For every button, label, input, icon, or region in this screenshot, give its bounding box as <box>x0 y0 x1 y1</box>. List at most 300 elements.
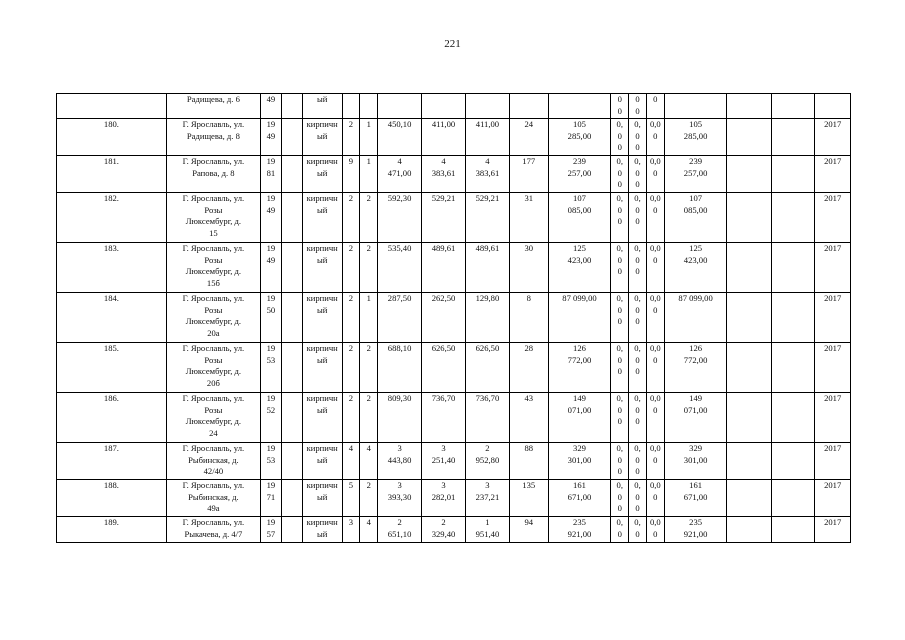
total-area-line: 3 <box>397 480 402 490</box>
wall-material-line: ый <box>317 94 328 104</box>
table-row <box>57 393 851 443</box>
address-line: 49а <box>207 503 220 514</box>
address <box>166 94 260 119</box>
address <box>166 293 260 343</box>
completion-year: 2017 <box>815 156 851 193</box>
repair-cost <box>548 193 611 243</box>
fund-share-1-line: 0, <box>616 156 623 166</box>
private-area-line: 411,00 <box>475 119 500 129</box>
repair-cost-line: 257,00 <box>567 167 592 178</box>
empty-cell <box>772 293 815 343</box>
floors: 4 <box>342 443 360 480</box>
total-area-line: 287,50 <box>387 293 412 303</box>
repair-cost-line: 671,00 <box>567 491 592 502</box>
address-line: Г. Ярославль, ул. <box>182 517 245 527</box>
total-area <box>378 243 422 293</box>
address-line: Рыбинская, д. <box>188 491 239 502</box>
fund-share-3 <box>646 193 664 243</box>
table-row <box>57 193 851 243</box>
fund-share-2 <box>629 243 647 293</box>
build-year <box>260 119 281 156</box>
residents: 177 <box>509 156 548 193</box>
fund-share-2-line: 0 <box>635 491 640 502</box>
fund-share-3 <box>646 119 664 156</box>
fund-share-2 <box>629 343 647 393</box>
fund-share-1 <box>611 193 629 243</box>
total-area-line: 471,00 <box>387 167 412 178</box>
fund-share-2 <box>629 94 647 119</box>
private-area <box>465 193 509 243</box>
floors: 2 <box>342 243 360 293</box>
floors: 3 <box>342 517 360 543</box>
fund-share-2-line: 0 <box>635 466 640 477</box>
fund-share-2-line: 0, <box>634 443 641 453</box>
total-area <box>378 517 422 543</box>
total-cost-line: 423,00 <box>683 254 708 265</box>
empty-cell <box>772 94 815 119</box>
fund-share-2-line: 0 <box>635 304 640 315</box>
address-line: Рыбинская, д. <box>188 454 239 465</box>
empty-cell <box>727 293 772 343</box>
build-year-line: 19 <box>266 243 276 253</box>
fund-share-3-line: 0 <box>653 254 658 265</box>
fund-share-2-line: 0, <box>634 517 641 527</box>
empty-cell <box>772 243 815 293</box>
total-cost-line: 107 <box>689 193 703 203</box>
address-line: Розы <box>204 304 223 315</box>
private-area-line: 4 <box>485 156 490 166</box>
living-area-line: 736,70 <box>431 393 456 403</box>
living-area <box>422 94 466 119</box>
fund-share-2 <box>629 393 647 443</box>
total-area-line: 2 <box>397 517 402 527</box>
fund-share-2 <box>629 517 647 543</box>
fund-share-1-line: 0, <box>616 443 623 453</box>
fund-share-1 <box>611 293 629 343</box>
fund-share-1-line: 0 <box>617 316 622 327</box>
table-row <box>57 343 851 393</box>
address-line: Розы <box>204 404 223 415</box>
living-area <box>422 119 466 156</box>
total-cost <box>664 443 727 480</box>
repair-cost-line: 126 <box>573 343 586 353</box>
address-line: 24 <box>209 427 218 438</box>
fund-share-2-line: 0 <box>635 266 640 277</box>
living-area-line: 3 <box>441 443 446 453</box>
build-year-line: 19 <box>266 480 276 490</box>
fund-share-2-line: 0, <box>634 119 641 129</box>
empty-cell <box>727 156 772 193</box>
wall-material-line: ый <box>317 254 328 265</box>
total-area <box>378 393 422 443</box>
repair-cost <box>548 517 611 543</box>
total-area-line: 393,30 <box>387 491 412 502</box>
build-year <box>260 243 281 293</box>
fund-share-1 <box>611 480 629 517</box>
wall-material <box>302 94 342 119</box>
repair-cost-line: 239 <box>573 156 586 166</box>
total-cost <box>664 94 727 119</box>
private-area <box>465 480 509 517</box>
fund-share-2-line: 0 <box>635 105 640 116</box>
empty-cell <box>727 517 772 543</box>
completion-year: 2017 <box>815 193 851 243</box>
wall-material-line: ый <box>317 528 328 539</box>
fund-share-2 <box>629 443 647 480</box>
address <box>166 156 260 193</box>
wall-material-line: кирпичн <box>306 393 338 403</box>
address-line: Г. Ярославль, ул. <box>182 243 245 253</box>
fund-share-3 <box>646 480 664 517</box>
address-line: Радищева, д. 6 <box>186 94 240 104</box>
build-year-line: 49 <box>266 130 276 141</box>
total-area <box>378 156 422 193</box>
living-area-line: 2 <box>441 517 446 527</box>
total-cost-line: 671,00 <box>683 491 708 502</box>
address-line: Розы <box>204 204 223 215</box>
residents: 88 <box>509 443 548 480</box>
private-area-line: 129,80 <box>475 293 500 303</box>
wall-material-line: ый <box>317 491 328 502</box>
wall-material <box>302 156 342 193</box>
build-year <box>260 293 281 343</box>
address-line: Г. Ярославль, ул. <box>182 156 245 166</box>
total-area <box>378 480 422 517</box>
private-area-line: 529,21 <box>475 193 500 203</box>
address <box>166 443 260 480</box>
address-line: Рапова, д. 8 <box>192 167 235 178</box>
build-year-line: 53 <box>266 454 276 465</box>
housing-register-table <box>56 93 851 543</box>
fund-share-1-line: 0 <box>617 416 622 427</box>
private-area-line: 1 <box>485 517 490 527</box>
fund-share-3-line: 0 <box>653 130 658 141</box>
wall-material-line: кирпичн <box>306 119 338 129</box>
fund-share-2-line: 0 <box>635 454 640 465</box>
entrances: 1 <box>360 119 378 156</box>
fund-share-2-line: 0, <box>634 193 641 203</box>
total-cost-line: 921,00 <box>683 528 708 539</box>
floors: 2 <box>342 193 360 243</box>
empty-cell <box>727 193 772 243</box>
fund-share-1-line: 0, <box>616 293 623 303</box>
fund-share-2-line: 0 <box>635 404 640 415</box>
fund-share-2-line: 0 <box>635 179 640 190</box>
floors: 2 <box>342 293 360 343</box>
fund-share-1-line: 0 <box>617 466 622 477</box>
private-area <box>465 243 509 293</box>
address <box>166 343 260 393</box>
total-cost-line: 235 <box>689 517 703 527</box>
table-row <box>57 243 851 293</box>
fund-share-1-line: 0 <box>617 179 622 190</box>
build-year <box>260 193 281 243</box>
build-year-line: 52 <box>266 404 276 415</box>
empty-cell <box>727 343 772 393</box>
address <box>166 480 260 517</box>
address-line: Г. Ярославль, ул. <box>182 193 245 203</box>
living-area <box>422 293 466 343</box>
total-area-line: 443,80 <box>387 454 412 465</box>
floors: 2 <box>342 393 360 443</box>
fund-share-3 <box>646 343 664 393</box>
wall-material-line: ый <box>317 130 328 141</box>
fund-share-3 <box>646 443 664 480</box>
total-area-line: 450,10 <box>387 119 412 129</box>
fund-share-2-line: 0 <box>635 94 640 104</box>
private-area <box>465 293 509 343</box>
total-area-line: 535,40 <box>387 243 412 253</box>
build-year-line: 19 <box>266 119 276 129</box>
fund-share-1-line: 0, <box>616 480 623 490</box>
empty-cell <box>772 480 815 517</box>
address <box>166 243 260 293</box>
fund-share-1 <box>611 393 629 443</box>
empty-cell <box>772 343 815 393</box>
address-line: Г. Ярославль, ул. <box>182 443 245 453</box>
repair-cost-line: 161 <box>573 480 586 490</box>
address-line: Рыкачева, д. 4/7 <box>184 528 243 539</box>
fund-share-3 <box>646 243 664 293</box>
residents: 28 <box>509 343 548 393</box>
repair-cost-line: 149 <box>573 393 586 403</box>
fund-share-3-line: 0 <box>653 204 658 215</box>
fund-share-1-line: 0, <box>616 193 623 203</box>
fund-share-2-line: 0 <box>635 254 640 265</box>
repair-cost-line: 105 <box>573 119 586 129</box>
repair-cost <box>548 94 611 119</box>
wall-material-line: кирпичн <box>306 293 338 303</box>
address-line: Люксембург, д. <box>185 266 242 277</box>
total-cost-line: 285,00 <box>683 130 708 141</box>
row-number: 188. <box>57 480 167 517</box>
entrances: 2 <box>360 193 378 243</box>
repair-cost-line: 301,00 <box>567 454 592 465</box>
repair-cost-line: 125 <box>573 243 586 253</box>
residents: 8 <box>509 293 548 343</box>
page-number: 221 <box>444 38 461 50</box>
private-area-line: 952,80 <box>475 454 500 465</box>
row-number: 183. <box>57 243 167 293</box>
living-area-line: 329,40 <box>431 528 456 539</box>
fund-share-3-line: 0 <box>653 354 658 365</box>
build-year <box>260 156 281 193</box>
row-number: 182. <box>57 193 167 243</box>
table-row <box>57 94 851 119</box>
total-cost-line: 301,00 <box>683 454 708 465</box>
living-area <box>422 156 466 193</box>
total-cost-line: 87 099,00 <box>678 293 713 303</box>
build-year-line: 19 <box>266 393 276 403</box>
build-year-line: 19 <box>266 193 276 203</box>
total-area-line: 809,30 <box>387 393 412 403</box>
fund-share-3 <box>646 94 664 119</box>
build-year <box>260 343 281 393</box>
empty-cell <box>772 393 815 443</box>
address-line: Г. Ярославль, ул. <box>182 393 245 403</box>
repair-cost-line: 235 <box>573 517 586 527</box>
fund-share-2-line: 0 <box>635 130 640 141</box>
completion-year: 2017 <box>815 443 851 480</box>
fund-share-1-line: 0 <box>617 404 622 415</box>
fund-share-1-line: 0 <box>617 254 622 265</box>
living-area-line: 626,50 <box>431 343 456 353</box>
table-row <box>57 480 851 517</box>
build-year <box>260 393 281 443</box>
repair-cost-line: 071,00 <box>567 404 592 415</box>
empty-cell <box>281 517 302 543</box>
fund-share-3-line: 0 <box>653 94 658 104</box>
repair-cost <box>548 393 611 443</box>
total-cost <box>664 293 727 343</box>
repair-cost-line: 085,00 <box>567 204 592 215</box>
build-year-line: 49 <box>266 254 276 265</box>
fund-share-1-line: 0 <box>617 130 622 141</box>
fund-share-2-line: 0 <box>635 354 640 365</box>
fund-share-2-line: 0 <box>635 503 640 514</box>
repair-cost-line: 107 <box>573 193 586 203</box>
total-cost-line: 125 <box>689 243 703 253</box>
repair-cost <box>548 156 611 193</box>
address-line: Розы <box>204 254 223 265</box>
residents: 94 <box>509 517 548 543</box>
fund-share-1-line: 0 <box>617 304 622 315</box>
address-line: Г. Ярославль, ул. <box>182 119 245 129</box>
fund-share-1-line: 0 <box>617 94 622 104</box>
fund-share-1-line: 0 <box>617 266 622 277</box>
fund-share-3-line: 0,0 <box>649 443 661 453</box>
fund-share-2-line: 0, <box>634 293 641 303</box>
fund-share-3 <box>646 517 664 543</box>
build-year <box>260 443 281 480</box>
fund-share-2 <box>629 293 647 343</box>
entrances: 1 <box>360 156 378 193</box>
empty-cell <box>281 343 302 393</box>
completion-year: 2017 <box>815 343 851 393</box>
private-area-line: 626,50 <box>475 343 500 353</box>
completion-year: 2017 <box>815 119 851 156</box>
wall-material-line: ый <box>317 167 328 178</box>
total-cost-line: 071,00 <box>683 404 708 415</box>
private-area <box>465 119 509 156</box>
fund-share-1-line: 0 <box>617 105 622 116</box>
residents: 24 <box>509 119 548 156</box>
fund-share-3-line: 0,0 <box>649 243 661 253</box>
empty-cell <box>727 119 772 156</box>
living-area <box>422 343 466 393</box>
fund-share-1-line: 0 <box>617 142 622 153</box>
empty-cell <box>281 193 302 243</box>
living-area-line: 282,01 <box>431 491 456 502</box>
total-cost <box>664 193 727 243</box>
total-cost <box>664 243 727 293</box>
fund-share-3-line: 0,0 <box>649 156 661 166</box>
empty-cell <box>281 156 302 193</box>
completion-year <box>815 94 851 119</box>
build-year-line: 71 <box>266 491 276 502</box>
build-year-line: 19 <box>266 156 276 166</box>
fund-share-1-line: 0, <box>616 243 623 253</box>
residents: 31 <box>509 193 548 243</box>
address <box>166 517 260 543</box>
total-cost <box>664 393 727 443</box>
repair-cost <box>548 243 611 293</box>
wall-material-line: кирпичн <box>306 443 338 453</box>
total-cost-line: 105 <box>689 119 703 129</box>
total-cost-line: 126 <box>689 343 703 353</box>
fund-share-1-line: 0 <box>617 204 622 215</box>
residents: 30 <box>509 243 548 293</box>
empty-cell <box>281 480 302 517</box>
fund-share-1 <box>611 517 629 543</box>
fund-share-3-line: 0,0 <box>649 293 661 303</box>
fund-share-3-line: 0,0 <box>649 393 661 403</box>
row-number: 187. <box>57 443 167 480</box>
repair-cost <box>548 343 611 393</box>
private-area-line: 736,70 <box>475 393 500 403</box>
wall-material-line: кирпичн <box>306 193 338 203</box>
fund-share-2-line: 0 <box>635 204 640 215</box>
private-area-line: 951,40 <box>475 528 500 539</box>
total-cost-line: 257,00 <box>683 167 708 178</box>
private-area <box>465 393 509 443</box>
wall-material <box>302 119 342 156</box>
empty-cell <box>281 243 302 293</box>
floors <box>342 94 360 119</box>
floors: 2 <box>342 343 360 393</box>
entrances: 2 <box>360 243 378 293</box>
table-row <box>57 119 851 156</box>
fund-share-3-line: 0,0 <box>649 517 661 527</box>
private-area <box>465 156 509 193</box>
address-line: 20б <box>206 377 220 388</box>
wall-material-line: кирпичн <box>306 243 338 253</box>
total-cost-line: 239 <box>689 156 703 166</box>
fund-share-1 <box>611 119 629 156</box>
total-area-line: 688,10 <box>387 343 412 353</box>
fund-share-3 <box>646 293 664 343</box>
address-line: 15 <box>209 227 218 238</box>
fund-share-2-line: 0 <box>635 142 640 153</box>
address-line: Люксембург, д. <box>185 416 242 427</box>
residents: 43 <box>509 393 548 443</box>
private-area-line: 237,21 <box>475 491 500 502</box>
fund-share-2-line: 0 <box>635 528 640 539</box>
completion-year: 2017 <box>815 293 851 343</box>
repair-cost <box>548 480 611 517</box>
living-area <box>422 243 466 293</box>
floors: 9 <box>342 156 360 193</box>
fund-share-3-line: 0 <box>653 491 658 502</box>
repair-cost-line: 87 099,00 <box>562 293 597 303</box>
total-cost-line: 161 <box>689 480 703 490</box>
entrances <box>360 94 378 119</box>
living-area <box>422 443 466 480</box>
address-line: 42/40 <box>203 466 224 477</box>
address-line: 15б <box>206 277 220 288</box>
fund-share-1 <box>611 156 629 193</box>
address <box>166 193 260 243</box>
total-area-line: 651,10 <box>387 528 412 539</box>
private-area-line: 2 <box>485 443 490 453</box>
floors: 2 <box>342 119 360 156</box>
living-area <box>422 193 466 243</box>
fund-share-3-line: 0,0 <box>649 343 661 353</box>
completion-year: 2017 <box>815 393 851 443</box>
living-area-line: 3 <box>441 480 446 490</box>
wall-material <box>302 243 342 293</box>
build-year-line: 19 <box>266 293 276 303</box>
